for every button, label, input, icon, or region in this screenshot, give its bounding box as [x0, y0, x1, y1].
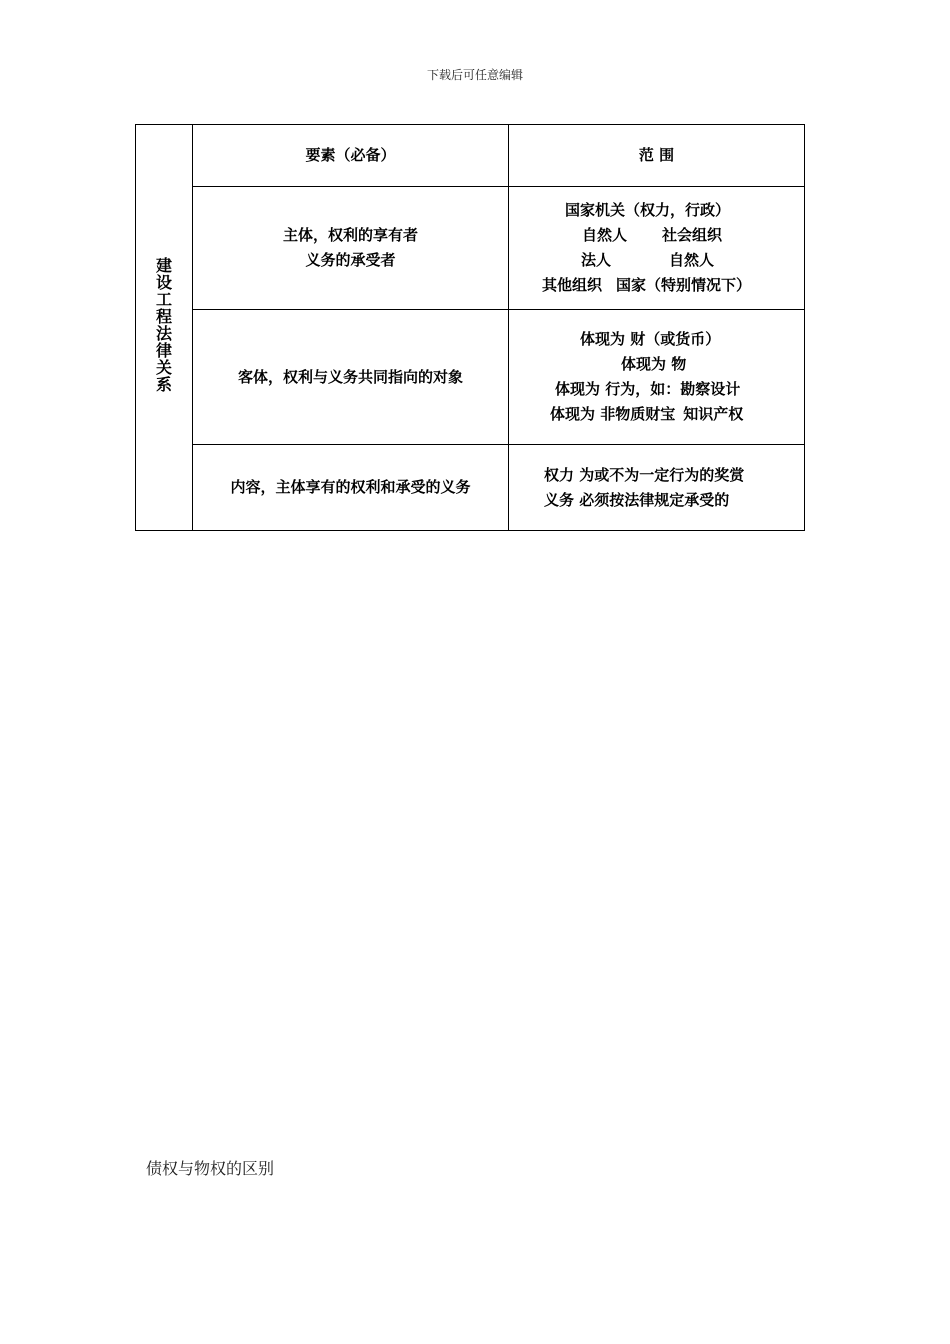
- content-scope-line: 义务 必须按法律规定承受的: [544, 490, 730, 509]
- header-element-text: 要素（必备）: [305, 146, 396, 164]
- page-header-note: 下载后可任意编辑: [426, 68, 523, 82]
- side-label: 建设工程法律关系: [155, 256, 172, 394]
- row-content-element: [193, 445, 509, 531]
- subject-scope-line: 自然人 社会组织: [582, 226, 723, 244]
- section-title: 债权与物权的区别: [146, 1159, 275, 1178]
- row-subject-scope: [509, 187, 805, 310]
- row-object-scope: [509, 310, 805, 445]
- header-scope-text: 范 围: [638, 146, 675, 164]
- row-content-scope: [509, 445, 805, 531]
- header-element: [193, 125, 509, 187]
- subject-scope-line: 其他组织 国家（特别情况下）: [542, 276, 752, 294]
- header-scope: [509, 125, 805, 187]
- object-scope-line: 体现为 物: [621, 355, 687, 373]
- row-subject-element: [193, 187, 509, 310]
- content-element-line: 内容，主体享有的权利和承受的义务: [230, 478, 471, 496]
- subject-scope-line: 法人 自然人: [581, 251, 715, 269]
- row-object-element: [193, 310, 509, 445]
- legal-relationship-table: [135, 124, 805, 531]
- side-label-cell: [136, 125, 193, 531]
- subject-element-line: 义务的承受者: [305, 251, 396, 269]
- object-scope-line: 体现为 行为，如：勘察设计: [555, 380, 741, 398]
- subject-element-line: 主体，权利的享有者: [282, 226, 418, 244]
- object-element-line: 客体，权利与义务共同指向的对象: [237, 367, 463, 386]
- object-scope-line: 体现为 财（或货币）: [580, 330, 721, 348]
- content-scope-line: 权力 为或不为一定行为的奖赏: [544, 465, 745, 484]
- object-scope-line: 体现为 非物质财宝 知识产权: [550, 405, 744, 423]
- subject-scope-line: 国家机关（权力，行政）: [565, 201, 731, 219]
